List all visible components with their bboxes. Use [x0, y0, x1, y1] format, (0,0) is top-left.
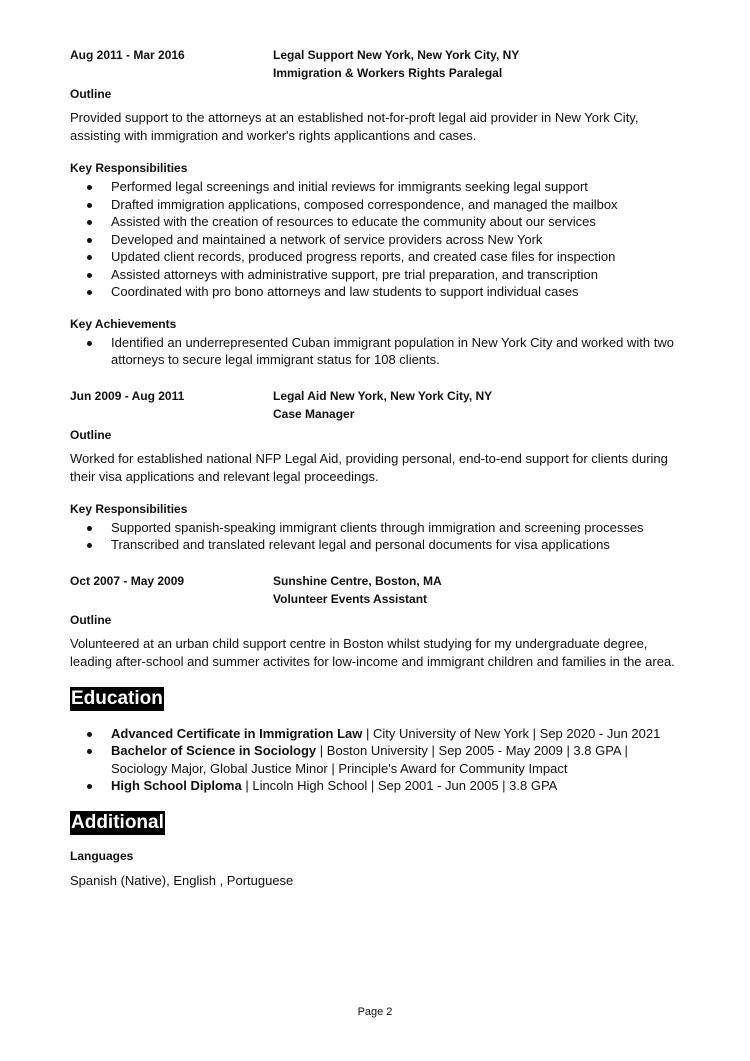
degree-name: High School Diploma [111, 778, 242, 793]
degree-name: Bachelor of Science in Sociology [111, 743, 317, 758]
outline-heading: Outline [70, 612, 112, 627]
outline-text: Provided support to the attorneys at an established not-for-proft legal aid provider in New York City, assisting with immigration and worker's rights applicantions and cases. [70, 110, 639, 143]
job-title: Volunteer Events Assistant [273, 591, 428, 606]
job-dates: Oct 2007 - May 2009 [70, 573, 185, 588]
job-entry [70, 46, 682, 369]
list-item: Coordinated with pro bono attorneys and law students to support individual cases [70, 283, 682, 301]
education-heading: Education [71, 687, 163, 709]
list-item [70, 777, 682, 795]
list-item [70, 725, 682, 743]
list-item [70, 742, 682, 777]
achievements-heading: Key Achievements [70, 316, 177, 331]
job-title: Immigration & Workers Rights Paralegal [273, 66, 503, 80]
job-dates: Aug 2011 - Mar 2016 [70, 48, 185, 62]
additional-section [70, 811, 682, 890]
bullet-icon [87, 238, 92, 243]
degree-details: | Boston University | Sep 2005 - May 2009 | 3.8 GPA | Sociology Major, Global Justice Minor | Principle's Award for Community Impact [111, 743, 628, 776]
job-entry [70, 572, 682, 671]
job-header [70, 572, 682, 608]
bullet-icon [87, 255, 92, 260]
job-header [70, 46, 682, 82]
bullet-icon [87, 220, 92, 225]
list-item: Assisted with the creation of resources to educate the community about our services [70, 213, 682, 231]
job-organization: Legal Support New York, New York City, NY [273, 48, 520, 62]
job-organization: Sunshine Centre, Boston, MA [273, 573, 442, 588]
list-item: Developed and maintained a network of service providers across New York [70, 231, 682, 249]
list-item: Updated client records, produced progress reports, and created case files for inspection [70, 248, 682, 266]
responsibilities-list [70, 519, 682, 554]
resume-page [70, 46, 682, 890]
bullet-icon [87, 203, 92, 208]
bullet-icon [87, 273, 92, 278]
bullet-icon [87, 185, 92, 190]
list-item: Performed legal screenings and initial reviews for immigrants seeking legal support [70, 178, 682, 196]
list-item: Transcribed and translated relevant legal and personal documents for visa applications [70, 536, 682, 554]
list-item: Identified an underrepresented Cuban immigrant population in New York City and worked with two attorneys to secure legal immigrant status for 108 clients. [70, 334, 682, 369]
job-header [70, 387, 682, 423]
education-list [70, 725, 682, 795]
list-item: Supported spanish-speaking immigrant clients through immigration and screening processes [70, 519, 682, 537]
responsibilities-list [70, 178, 682, 301]
outline-heading: Outline [70, 87, 112, 101]
bullet-icon [87, 543, 92, 548]
outline-text: Volunteered at an urban child support centre in Boston whilst studying for my undergraduate degree, leading after-school and summer activites for low-income and immigrant children and families in the area. [70, 635, 675, 669]
job-organization: Legal Aid New York, New York City, NY [273, 388, 493, 403]
page-number: Page 2 [357, 1006, 393, 1018]
additional-heading: Additional [71, 811, 164, 833]
job-entry [70, 387, 682, 554]
degree-details: | City University of New York | Sep 2020 - Jun 2021 [362, 725, 661, 741]
languages-text: Spanish (Native), English , Portuguese [70, 872, 294, 888]
bullet-icon [87, 784, 92, 789]
bullet-icon [87, 526, 92, 531]
education-section [70, 687, 682, 795]
degree-name: Advanced Certificate in Immigration Law [111, 725, 363, 741]
list-item: Drafted immigration applications, composed correspondence, and managed the mailbox [70, 196, 682, 214]
outline-text: Worked for established national NFP Legal Aid, providing personal, end-to-end support for clients during their visa applications and relevant legal proceedings. [70, 450, 668, 484]
responsibilities-heading: Key Responsibilities [70, 161, 188, 175]
outline-heading: Outline [70, 427, 112, 442]
list-item: Assisted attorneys with administrative support, pre trial preparation, and transcription [70, 266, 682, 284]
achievements-list [70, 334, 682, 369]
languages-heading: Languages [70, 848, 134, 863]
bullet-icon [87, 290, 92, 295]
bullet-icon [87, 341, 92, 346]
degree-details: | Lincoln High School | Sep 2001 - Jun 2005 | 3.8 GPA [241, 778, 558, 793]
bullet-icon [87, 749, 92, 754]
job-dates: Jun 2009 - Aug 2011 [70, 388, 185, 403]
responsibilities-heading: Key Responsibilities [70, 501, 188, 516]
job-title: Case Manager [273, 406, 355, 421]
bullet-icon [87, 732, 92, 737]
